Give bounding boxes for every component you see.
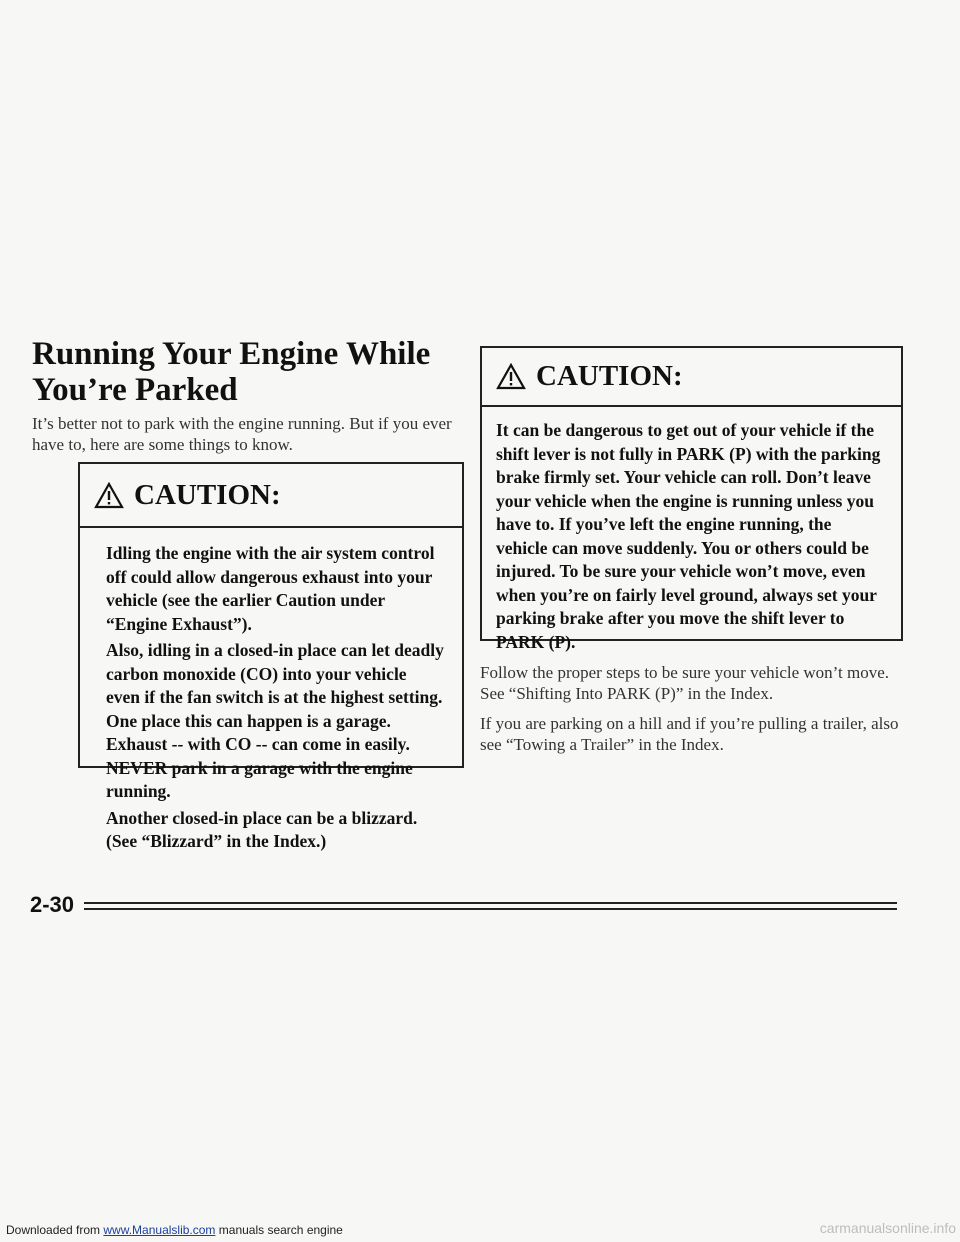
caution-paragraph: Another closed-in place can be a blizzard. (See “Blizzard” in the Index.) [106,807,418,851]
caution-body [482,407,901,654]
caution-body [80,528,462,854]
intro-paragraph: It’s better not to park with the engine running. But if you ever have to, here are some things to know. [32,414,452,454]
footer-rule-top [84,902,897,904]
footer-rule-bottom [84,908,897,910]
caution-box-right [480,346,903,652]
caution-header [482,348,901,407]
caution-header [80,464,462,528]
watermark: carmanualsonline.info [819,1220,956,1236]
warning-triangle-icon [496,363,526,390]
warning-triangle-icon [94,482,124,509]
section-heading: Running Your Engine While You’re Parked [32,336,431,408]
page-number: 2-30 [30,892,75,917]
caution-paragraph: It can be dangerous to get out of your vehicle if the shift lever is not fully in PARK (P) with the parking brake firmly set. Your vehicle can roll. Don’t leave your vehicle when the engine is running unless you have to. If you’ve left the engine running, the vehicle can move suddenly. You or others could be injured. To be sure your vehicle won’t move, even when you’re on fairly level ground, always set your parking brake after you move the shift lever to PARK (P). [496,420,881,652]
body-paragraph: Follow the proper steps to be sure your vehicle won’t move. See “Shifting Into PARK (P)” in the Index. [480,663,890,703]
download-footer [6,1223,343,1237]
caution-title: CAUTION: [536,360,683,392]
caution-box-left [78,462,464,851]
caution-paragraph: Idling the engine with the air system control off could allow dangerous exhaust into your vehicle (see the earlier Caution under “Engine Exhaust”). [106,543,435,634]
caution-paragraph: Also, idling in a closed-in place can let deadly carbon monoxide (CO) into your vehicle even if the fan switch is at the highest setting. One place this can happen is a garage. Exhaust -- with CO -- can come in easily. NEVER park in a garage with the engine running. [106,640,444,801]
caution-title: CAUTION: [134,478,281,511]
footer-suffix: manuals search engine [215,1223,343,1237]
footer-prefix: Downloaded from [6,1223,104,1237]
manualslib-link[interactable]: www.Manualslib.com [103,1223,216,1237]
body-paragraph: If you are parking on a hill and if you’re pulling a trailer, also see “Towing a Trailer” in the Index. [480,714,899,754]
